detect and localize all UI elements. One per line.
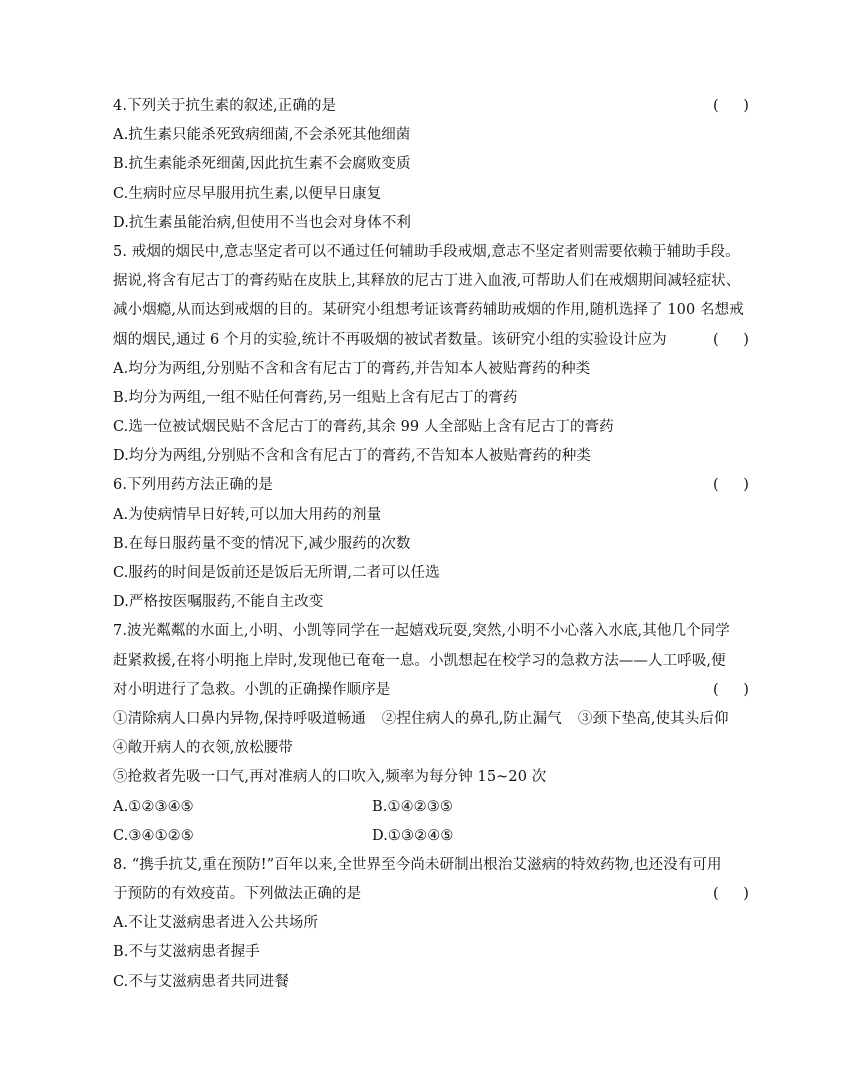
- option-6a: A.为使病情早日好转,可以加大用药的剂量: [113, 506, 382, 523]
- question-5-stem-line-4: [113, 326, 749, 355]
- option-5a: A.均分为两组,分别贴不含和含有尼古丁的膏药,并告知本人被贴膏药的种类: [113, 360, 591, 377]
- question-7-stem-line-3: [113, 676, 749, 705]
- option-4b: B.抗生素能杀死细菌,因此抗生素不会腐败变质: [113, 156, 411, 173]
- answer-blank: ( ): [713, 886, 749, 903]
- question-8-text-end: 于预防的有效疫苗。下列做法正确的是: [113, 886, 362, 903]
- step-4: ④敞开病人的衣领,放松腰带: [113, 740, 293, 757]
- step-3: ③颈下垫高,使其头后仰: [577, 710, 729, 727]
- option-6b: B.在每日服药量不变的情况下,减少服药的次数: [113, 535, 411, 552]
- option-5b: B.均分为两组,一组不贴任何膏药,另一组贴上含有尼古丁的膏药: [113, 389, 518, 406]
- question-5-stem-line-3: 减小烟瘾,从而达到戒烟的目的。某研究小组想考证该膏药辅助戒烟的作用,随机选择了 100 名想戒: [113, 302, 744, 319]
- option-5d: D.均分为两组,分别贴不含和含有尼古丁的膏药,不告知本人被贴膏药的种类: [113, 448, 591, 465]
- question-5-text-end: 烟的烟民,通过 6 个月的实验,统计不再吸烟的被试者数量。该研究小组的实验设计应为: [113, 331, 667, 348]
- option-4a: A.抗生素只能杀死致病细菌,不会杀死其他细菌: [113, 127, 411, 144]
- question-7-stem-line-1: 7.波光粼粼的水面上,小明、小凯等同学在一起嬉戏玩耍,突然,小明不小心落入水底,其他几个同学: [113, 623, 730, 640]
- question-6-text: 6.下列用药方法正确的是: [113, 477, 274, 494]
- option-6c: C.服药的时间是饭前还是饭后无所谓,二者可以任选: [113, 565, 440, 581]
- option-6d: D.严格按医嘱服药,不能自主改变: [113, 594, 324, 611]
- answer-blank: ( ): [713, 98, 749, 114]
- option-7a: A.①②③④⑤: [113, 798, 194, 815]
- step-1: ①清除病人口鼻内异物,保持呼吸道畅通: [113, 710, 366, 727]
- question-7-text-end: 对小明进行了急救。小凯的正确操作顺序是: [113, 681, 391, 698]
- question-7-options-row-1: [113, 793, 749, 822]
- question-6-stem: [113, 471, 749, 500]
- question-7-options-row-2: [113, 822, 749, 851]
- question-5-stem-line-1: 5. 戒烟的烟民中,意志坚定者可以不通过任何辅助手段戒烟,意志不坚定者则需要依赖于辅助手段。: [113, 243, 740, 260]
- answer-blank: ( ): [713, 681, 749, 698]
- option-4c: C.生病时应尽早服用抗生素,以便早日康复: [113, 185, 382, 202]
- answer-blank: ( ): [713, 331, 749, 348]
- option-7c: C.③④①②⑤: [113, 827, 194, 844]
- option-8c: C.不与艾滋病患者共同进餐: [113, 973, 289, 990]
- question-list: [113, 92, 749, 997]
- question-8-stem-line-2: [113, 880, 749, 909]
- question-4-stem: [113, 92, 749, 121]
- answer-blank: ( ): [713, 477, 749, 494]
- option-8b: B.不与艾滋病患者握手: [113, 944, 260, 961]
- option-8a: A.不让艾滋病患者进入公共场所: [113, 915, 319, 932]
- step-2: ②捏住病人的鼻孔,防止漏气: [381, 710, 562, 727]
- question-7-stem-line-2: 赶紧救援,在将小明拖上岸时,发现他已奄奄一息。小凯想起在校学习的急救方法——人工呼吸,便: [113, 652, 726, 669]
- question-5-stem-line-2: 据说,将含有尼古丁的膏药贴在皮肤上,其释放的尼古丁进入血液,可帮助人们在戒烟期间减轻症状、: [113, 273, 741, 290]
- option-4d: D.抗生素虽能治病,但使用不当也会对身体不利: [113, 214, 412, 231]
- question-4-text: 4.下列关于抗生素的叙述,正确的是: [113, 98, 337, 114]
- question-8-stem-line-1: 8. “携手抗艾,重在预防!”百年以来,全世界至今尚未研制出根治艾滋病的特效药物,也还没有可用: [113, 856, 722, 873]
- option-7b: B.①④②③⑤: [372, 798, 453, 815]
- question-7-steps-line-1: [113, 705, 749, 734]
- option-7d: D.①③②④⑤: [372, 827, 454, 844]
- option-5c: C.选一位被试烟民贴不含尼古丁的膏药,其余 99 人全部贴上含有尼古丁的膏药: [113, 419, 614, 436]
- step-5: ⑤抢救者先吸一口气,再对准病人的口吹入,频率为每分钟 15~20 次: [113, 769, 547, 786]
